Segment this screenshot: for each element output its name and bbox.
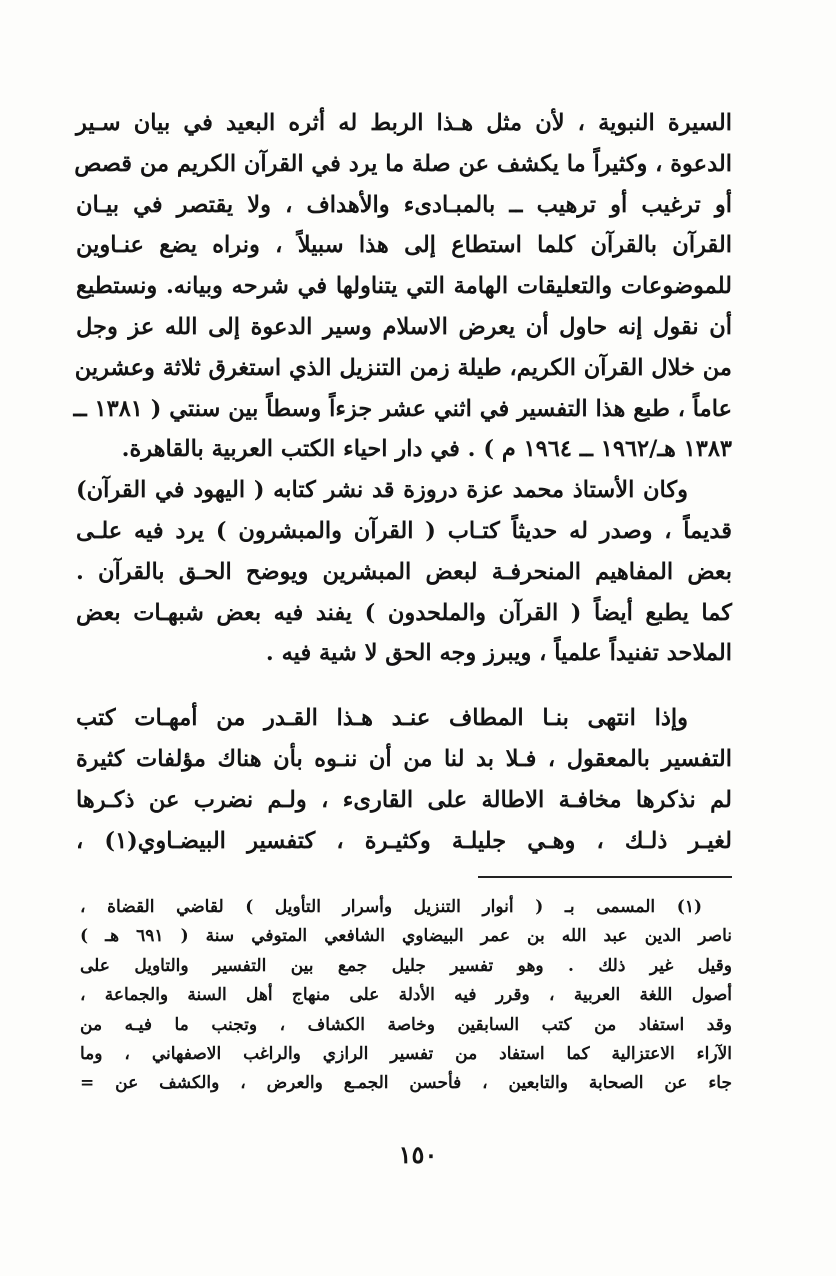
text-line: الملاحد تفنيداً علمياً ، ويبرز وجه الحق لا شية فيه . [265, 640, 732, 667]
paragraph-gap [76, 674, 732, 698]
text-line: قديماً ، وصدر له حديثاً كتـاب ( القرآن والمبشرون ) يرد فيه علـى [76, 517, 732, 544]
text-line: ١٣٨٣ هـ/١٩٦٢ ــ ١٩٦٤ م ) . في دار احياء الكتب العربية بالقاهرة. [121, 436, 732, 463]
text-line: وإذا انتهى بنـا المطاف عنـد هـذا القـدر من أمهـات كتب [76, 705, 688, 732]
text-line: عاماً ، طبع هذا التفسير في اثني عشر جزءاً وسطاً بين سنتي ( ١٣٨١ ــ [73, 395, 732, 422]
paragraph-1 [73, 103, 732, 470]
footnote-line: جاء عن الصحابة والتابعين ، فأحسن الجمـع والعرض ، والكشف عن = [80, 1073, 732, 1094]
text-line: كما يطبع أيضاً ( القرآن والملحدون ) يفند فيه بعض شبهـات بعض [76, 599, 732, 626]
paragraph-3 [76, 698, 732, 861]
footnote-line: ناصر الدين عبد الله بن عمر البيضاوي الشافعي المتوفي سنة ( ٦٩١ هـ ) [80, 926, 733, 947]
page-number: ١٥٠ [398, 1140, 438, 1169]
footnote-line: وقد استفاد من كتب السابقين وخاصة الكشاف ، وتجنب ما فيـه من [80, 1014, 732, 1035]
main-text-block [73, 103, 732, 861]
footnote-block [80, 893, 732, 1099]
text-line: الدعوة ، وكثيراً ما يكشف عن صلة ما يرد في القرآن الكريم من قصص [74, 150, 732, 177]
text-line: السيرة النبوية ، لأن مثل هـذا الربط له أثره البعيد في بيان سـير [76, 110, 732, 136]
text-line: من خلال القرآن الكريم، طيلة زمن التنزيل الذي استغرق ثلاثة وعشرين [74, 354, 732, 381]
footnote-divider [478, 876, 732, 878]
text-line: التفسير بالمعقول ، فـلا بد لنا من أن ننـوه بأن هناك مؤلفات كثيرة [76, 745, 732, 772]
footnote-line: (١) المسمى بـ ( أنوار التنزيل وأسرار التأويل ) لقاضي القضاة ، [80, 897, 702, 917]
text-line: أو ترغيب أو ترهيب ــ بالمبـادىء والأهداف ، ولا يقتصر في بيـان [76, 191, 732, 218]
text-line: للموضوعات والتعليقات الهامة التي يتناولها في شرحه وبيانه. ونستطيع [76, 273, 732, 300]
text-line: لغيـر ذلـك ، وهـي جليلـة وكثيـرة ، كتفسير البيضـاوي(١) ، [76, 827, 732, 854]
text-line: أن نقول إنه حاول أن يعرض الاسلام وسير الدعوة إلى الله عز وجل [76, 313, 732, 340]
footnote-line: أصول اللغة العربية ، وقرر فيه الأدلة على منهاج أهل السنة والجماعة ، [80, 985, 732, 1006]
footnote-line: الآراء الاعتزالية كما استفاد من تفسير الرازي والراغب الاصفهاني ، وما [80, 1043, 732, 1064]
text-line: القرآن بالقرآن كلما استطاع إلى هذا سبيلاً ، ونراه يضع عنـاوين [76, 232, 732, 259]
paragraph-2 [76, 470, 732, 674]
text-line: وكان الأستاذ محمد عزة دروزة قد نشر كتابه ( اليهود في القرآن) [76, 477, 688, 504]
text-line: لم نذكرها مخافـة الاطالة على القارىء ، ولـم نضرب عن ذكـرها [76, 786, 732, 813]
footnote-line: وقيل غير ذلك . وهو تفسير جليل جمع بين التفسير والتاويل على [80, 955, 732, 976]
text-line: بعض المفاهيم المنحرفـة لبعض المبشرين ويوضح الحـق بالقرآن . [76, 558, 732, 585]
